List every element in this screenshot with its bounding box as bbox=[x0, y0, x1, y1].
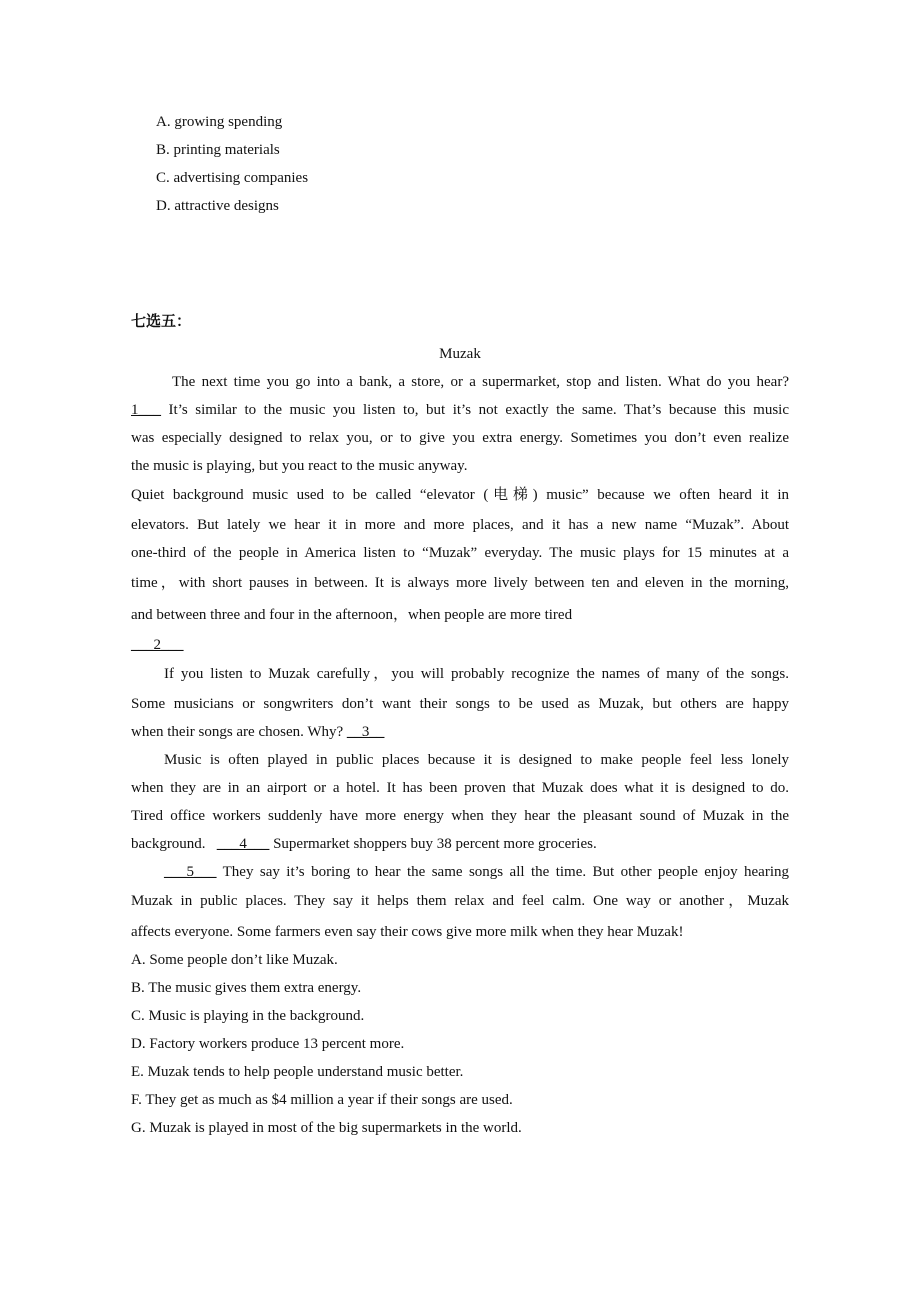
prev-option-a: A. growing spending bbox=[156, 114, 283, 130]
p1-line-3: was especially designed to relax you, or to give you extra energy. Sometimes you don’t even realize bbox=[131, 430, 789, 446]
p3-line-2: Some musicians or songwriters don’t want their songs to be used as Muzak, but others are happy bbox=[131, 696, 789, 712]
prev-option-c: C. advertising companies bbox=[156, 170, 309, 186]
p5-line-2: Muzak in public places. They say it helps them relax and feel calm. One way or another，Muzak bbox=[131, 893, 789, 909]
p4-line-2: when they are in an airport or a hotel. It has been proven that Muzak does what it is designed to do. bbox=[131, 780, 789, 796]
blank-5[interactable]: ___5___ bbox=[164, 864, 217, 880]
answer-option-e: E. Muzak tends to help people understand music better. bbox=[131, 1064, 464, 1080]
p4-line-4-end: Supermarket shoppers buy 38 percent more groceries. bbox=[269, 836, 597, 852]
p2-line-4: time，with short pauses in between. It is always more lively between ten and eleven in the morning, bbox=[131, 575, 789, 591]
p2-line-3: one-third of the people in America listen to “Muzak” everyday. The music plays for 15 minutes at a bbox=[131, 545, 789, 561]
p4-line-3: Tired office workers suddenly have more energy when they hear the pleasant sound of Muzak in the bbox=[131, 808, 789, 824]
prev-option-d: D. attractive designs bbox=[156, 198, 279, 214]
answer-option-g: G. Muzak is played in most of the big supermarkets in the world. bbox=[131, 1120, 522, 1136]
p1-line-1: The next time you go into a bank, a store, or a supermarket, stop and listen. What do you hear? bbox=[172, 374, 789, 390]
p5-line-3: affects everyone. Some farmers even say their cows give more milk when they hear Muzak! bbox=[131, 924, 684, 940]
prev-option-b: B. printing materials bbox=[156, 142, 280, 158]
blank-2[interactable]: ___2___ bbox=[131, 637, 184, 653]
p4-line-4-start: background. bbox=[131, 836, 217, 852]
answer-option-d: D. Factory workers produce 13 percent more. bbox=[131, 1036, 405, 1052]
blank-4[interactable]: ___4___ bbox=[216, 836, 270, 852]
answer-option-b: B. The music gives them extra energy. bbox=[131, 980, 362, 996]
p2-blank-line bbox=[131, 635, 184, 655]
p1-line-4: the music is playing, but you react to the music anyway. bbox=[131, 458, 468, 474]
p2-line-2: elevators. But lately we hear it in more and more places, and it has a new name “Muzak”. About bbox=[131, 517, 789, 533]
p3-line-1: If you listen to Muzak carefully，you will probably recognize the names of many of the songs. bbox=[164, 666, 789, 682]
p5-line-1 bbox=[164, 862, 789, 882]
p2-line-1: Quiet background music used to be called “elevator (电梯) music” because we often heard it in bbox=[131, 487, 789, 503]
answer-option-f: F. They get as much as $4 million a year if their songs are used. bbox=[131, 1092, 513, 1108]
p4-line-4 bbox=[131, 834, 597, 854]
answer-option-a: A. Some people don’t like Muzak. bbox=[131, 952, 338, 968]
p1-line-2-text: It’s similar to the music you listen to, but it’s not exactly the same. That’s because this music bbox=[161, 402, 789, 418]
p4-line-1: Music is often played in public places because it is designed to make people feel less lonely bbox=[164, 752, 789, 768]
section-heading: 七选五： bbox=[131, 312, 192, 330]
p2-line-5: and between three and four in the afternoon，when people are more tired bbox=[131, 607, 573, 623]
blank-1[interactable]: 1___ bbox=[131, 402, 161, 418]
blank-3[interactable]: __3__ bbox=[346, 724, 385, 740]
passage-title: Muzak bbox=[439, 346, 481, 362]
p5-line-1-text: They say it’s boring to hear the same songs all the time. But other people enjoy hearing bbox=[216, 864, 789, 880]
answer-option-c: C. Music is playing in the background. bbox=[131, 1008, 365, 1024]
p3-line-3 bbox=[131, 722, 384, 742]
p1-line-2 bbox=[131, 400, 789, 420]
p3-line-3-text: when their songs are chosen. Why? bbox=[131, 724, 347, 740]
